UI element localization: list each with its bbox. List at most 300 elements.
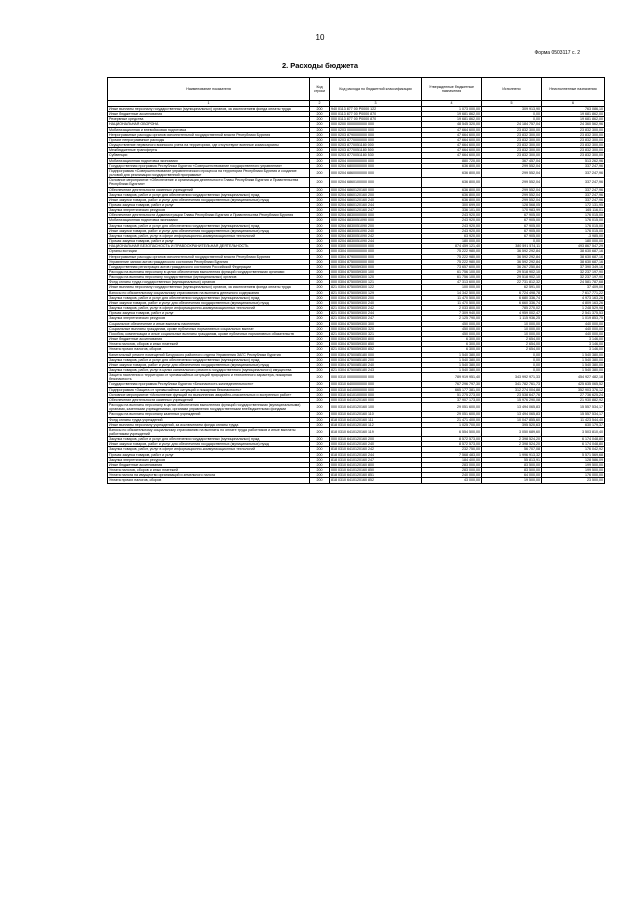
row-approved-cell: 1 073 000,00	[422, 107, 482, 112]
row-line-cell: 200	[310, 392, 330, 397]
row-executed-cell: 36 592 292,84	[482, 249, 542, 254]
row-name-cell: Обеспечение деятельности казенных учреждений	[108, 397, 310, 402]
row-line-cell: 200	[310, 422, 330, 427]
row-line-cell: 200	[310, 417, 330, 422]
row-approved-cell: 47 664 600,00	[422, 132, 482, 137]
row-executed-cell: 1 115 936,25	[482, 316, 542, 321]
header-approved: Утвержденные бюджетные назначения	[422, 78, 482, 101]
row-code-cell: 000 0304 8750059300 850	[330, 342, 422, 347]
row-line-cell: 200	[310, 218, 330, 223]
row-code-cell: 000 0310 6410120160 100	[330, 403, 422, 412]
row-remaining-cell: 176 015,00	[542, 223, 605, 228]
row-name-cell: Иные бюджетные ассигнования	[108, 462, 310, 467]
row-remaining-cell: 352 903 376,12	[542, 387, 605, 392]
row-code-cell: 000 0304 8750059300 000	[330, 264, 422, 269]
row-executed-cell: 0,00	[482, 362, 542, 367]
row-name-cell: Расходы на выплаты персоналу в целях обеспечения выполнения функций государственными (муниципальными) органами, казенными учреждениями, органами управления государственными внебюджетными фондами	[108, 403, 310, 412]
row-code-cell: 000 0204 8830051090 200	[330, 223, 422, 228]
row-line-cell: 200	[310, 468, 330, 473]
header-line-code: Код строки	[310, 78, 330, 101]
row-line-cell: 200	[310, 259, 330, 264]
row-code-cell: 821 0304 8750059300 247	[330, 316, 422, 321]
row-approved-cell: 75 222 980,00	[422, 254, 482, 259]
row-line-cell: 200	[310, 478, 330, 483]
row-remaining-cell: 3 503 810,40	[542, 427, 605, 436]
row-name-cell: Социальные выплаты гражданам, кроме публичных нормативных социальных выплат	[108, 326, 310, 331]
row-remaining-cell: 11 423 544,40	[542, 417, 605, 422]
row-code-cell: 000 0304 8750059300 320	[330, 326, 422, 331]
row-name-cell: Фонд оплаты труда учреждений	[108, 417, 310, 422]
row-remaining-cell: 440 000,00	[542, 321, 605, 326]
row-approved-cell: 7 309 940,00	[422, 311, 482, 316]
row-name-cell: Фонд оплаты труда государственных (муниципальных) органов	[108, 280, 310, 285]
row-remaining-cell: 21 930 882,92	[542, 397, 605, 402]
row-name-cell: Иные закупки товаров, работ и услуг для обеспечения государственных (муниципальных) нужд	[108, 228, 310, 233]
table-row	[108, 143, 605, 148]
row-code-cell: 000 0204 8830000000 000	[330, 213, 422, 218]
row-executed-cell: 10 000,00	[482, 321, 542, 326]
row-name-cell: Расходы на выплаты персоналу казенных учреждений	[108, 412, 310, 417]
index-cell: 6	[542, 101, 605, 107]
row-code-cell: 000 0304 8750059300 800	[330, 337, 422, 342]
row-remaining-cell: 337 247,96	[542, 168, 605, 177]
row-name-cell: Иные выплаты персоналу учреждений, за исключением фонда оплаты труда	[108, 422, 310, 427]
row-line-cell: 200	[310, 244, 330, 249]
row-name-cell: Закупка товаров, работ, услуг в сфере информационно-коммуникационных технологий	[108, 306, 310, 311]
row-executed-cell: 67 905,00	[482, 228, 542, 233]
row-line-cell: 200	[310, 107, 330, 112]
row-approved-cell: 665 177 381,00	[422, 387, 482, 392]
row-executed-cell: 299 552,04	[482, 192, 542, 197]
row-remaining-cell: -3 985,00	[542, 233, 605, 238]
row-name-cell: Прочая закупка товаров, работ и услуг	[108, 239, 310, 244]
table-row	[108, 178, 605, 187]
table-row	[108, 321, 605, 326]
row-executed-cell: 2 654,00	[482, 347, 542, 352]
row-name-cell: Уплата прочих налогов, сборов	[108, 347, 310, 352]
table-row	[108, 295, 605, 300]
row-approved-cell: 1 540 380,00	[422, 352, 482, 357]
row-approved-cell: 29 051 600,00	[422, 403, 482, 412]
row-approved-cell: 47 664 600,00	[422, 148, 482, 153]
row-remaining-cell: 23 832 300,00	[542, 127, 605, 132]
row-name-cell: Управление записи актов гражданского состояния Республики Бурятия	[108, 259, 310, 264]
row-remaining-cell: 454 927 482,18	[542, 373, 605, 382]
row-name-cell: Прочие непрограммные расходы	[108, 137, 310, 142]
table-row	[108, 373, 605, 382]
row-approved-cell: 19 681 862,00	[422, 117, 482, 122]
row-name-cell: Субвенции	[108, 153, 310, 158]
table-row	[108, 326, 605, 331]
row-name-cell: Прочая закупка товаров, работ и услуг	[108, 202, 310, 207]
row-line-cell: 200	[310, 447, 330, 452]
row-approved-cell: 450 000,00	[422, 326, 482, 331]
row-executed-cell: 3 050 689,60	[482, 427, 542, 436]
row-remaining-cell: 24 581 787,68	[542, 280, 605, 285]
row-code-cell: 821 0304 8750059300 244	[330, 311, 422, 316]
row-code-cell: 821 0304 8750085180 243	[330, 367, 422, 372]
table-row	[108, 290, 605, 295]
row-name-cell: Иные закупки товаров, работ и услуг для обеспечения государственных (муниципальных) нужд	[108, 362, 310, 367]
row-line-cell: 200	[310, 311, 330, 316]
row-approved-cell: 636 800,00	[422, 178, 482, 187]
header-remaining: Неисполненные назначения	[542, 78, 605, 101]
row-code-cell: 000 0113 877 00 P0000 870	[330, 112, 422, 117]
row-remaining-cell: 176 000,00	[542, 473, 605, 478]
row-executed-cell: 0,00	[482, 357, 542, 362]
row-line-cell: 200	[310, 202, 330, 207]
row-executed-cell: 10 000,00	[482, 326, 542, 331]
row-approved-cell: 11 470 500,00	[422, 295, 482, 300]
row-line-cell: 200	[310, 280, 330, 285]
row-approved-cell: 6 300,00	[422, 337, 482, 342]
row-remaining-cell: 3 146,00	[542, 342, 605, 347]
header-name: Наименование показателя	[108, 78, 310, 101]
row-line-cell: 200	[310, 473, 330, 478]
row-name-cell: НАЦИОНАЛЬНАЯ БЕЗОПАСНОСТЬ И ПРАВООХРАНИТЕЛЬНАЯ ДЕЯТЕЛЬНОСТЬ	[108, 244, 310, 249]
row-line-cell: 200	[310, 373, 330, 382]
index-cell: 2	[310, 101, 330, 107]
table-row	[108, 331, 605, 336]
row-remaining-cell: 27 736 625,24	[542, 392, 605, 397]
row-code-cell: 818 0310 6410120160 852	[330, 478, 422, 483]
row-line-cell: 200	[310, 239, 330, 244]
row-name-cell: Иные бюджетные ассигнования	[108, 112, 310, 117]
row-name-cell: Иные закупки товаров, работ и услуг для обеспечения государственных (муниципальных) нужд	[108, 197, 310, 202]
row-remaining-cell: 5 571 569,68	[542, 452, 605, 457]
row-name-cell: Подпрограмма «Защита от чрезвычайных ситуаций и пожарная безопасность»	[108, 387, 310, 392]
row-approved-cell: 450 000,00	[422, 331, 482, 336]
row-executed-cell: 13 494 065,83	[482, 403, 542, 412]
row-approved-cell: 232 750,00	[422, 447, 482, 452]
row-name-cell: Расходы на выплаты персоналу в целях обеспечения выполнения функций государственными органами	[108, 270, 310, 275]
row-remaining-cell: 1 540 380,00	[542, 357, 605, 362]
row-executed-cell: 2 654,00	[482, 342, 542, 347]
table-row	[108, 427, 605, 436]
row-code-cell: 000 0310 6410120160 000	[330, 397, 422, 402]
row-executed-cell: 23 538 647,76	[482, 392, 542, 397]
row-line-cell: 200	[310, 347, 330, 352]
row-line-cell: 200	[310, 452, 330, 457]
row-approved-cell: 47 664 600,00	[422, 137, 482, 142]
table-row	[108, 223, 605, 228]
row-remaining-cell: 7 617 771,22	[542, 290, 605, 295]
row-code-cell: 821 0304 8750059300 122	[330, 285, 422, 290]
row-code-cell: 000 0304 8750059300 200	[330, 295, 422, 300]
row-executed-cell: 299 552,04	[482, 187, 542, 192]
table-row	[108, 233, 605, 238]
row-remaining-cell: 176 042,92	[542, 447, 605, 452]
row-executed-cell: 36 592 292,84	[482, 254, 542, 259]
row-executed-cell: 23 832 300,00	[482, 137, 542, 142]
row-approved-cell: 43 000,00	[422, 478, 482, 483]
row-approved-cell: 73 657 600,00	[422, 264, 482, 269]
row-approved-cell: 636 800,00	[422, 163, 482, 168]
row-executed-cell: 24 184 757,04	[482, 122, 542, 127]
row-name-cell: Социальное обеспечение и иные выплаты населению	[108, 321, 310, 326]
table-header-row	[108, 78, 605, 101]
row-name-cell: Закупка товаров, работ, услуг в сфере информационно-коммуникационных технологий	[108, 233, 310, 238]
row-executed-cell: 128 568,05	[482, 202, 542, 207]
row-approved-cell: 48 545 320,00	[422, 122, 482, 127]
row-remaining-cell: 199 500,00	[542, 468, 605, 473]
row-code-cell: 818 0310 6410120160 247	[330, 457, 422, 462]
row-name-cell: Закупка энергетических ресурсов	[108, 316, 310, 321]
row-name-cell: Обеспечение деятельности казенных учреждений	[108, 187, 310, 192]
row-code-cell: 940 0113 877 00 P0000 122	[330, 107, 422, 112]
row-approved-cell: 450 000,00	[422, 321, 482, 326]
row-approved-cell: 100 000,00	[422, 285, 482, 290]
row-code-cell: 000 0304 8750059300 120	[330, 275, 422, 280]
row-name-cell: Капитальный ремонт помещений Бичурского районного отдела Управления ЗАГС Республики Бурятия	[108, 352, 310, 357]
row-executed-cell: 36 592 292,84	[482, 259, 542, 264]
row-executed-cell: 83 500,00	[482, 462, 542, 467]
row-name-cell: Уплата прочих налогов, сборов	[108, 478, 310, 483]
row-name-cell: Резервные средства	[108, 117, 310, 122]
table-row	[108, 228, 605, 233]
row-name-cell: Подпрограмма «Совершенствование управленческого процесса на территории Республики Бурятия и создание условий для реализации государственной программы»	[108, 168, 310, 177]
row-remaining-cell: 6 174 048,80	[542, 442, 605, 447]
row-executed-cell: 343 992 971,33	[482, 373, 542, 382]
row-name-cell: Защита населения и территории от чрезвычайных ситуаций природного и техногенного характера, пожарная безопасность	[108, 373, 310, 382]
row-name-cell: Закупка товаров, работ и услуг для обеспечения государственных (муниципальных) нужд	[108, 295, 310, 300]
row-code-cell: 000 0310 6410100000 000	[330, 392, 422, 397]
row-name-cell: Уплата налогов, сборов и иных платежей	[108, 342, 310, 347]
row-code-cell: 000 0204 8830051090 244	[330, 239, 422, 244]
row-line-cell: 200	[310, 403, 330, 412]
row-executed-cell: 10 047 855,60	[482, 417, 542, 422]
row-code-cell: 000 0300 0000000000 000	[330, 244, 422, 249]
row-executed-cell: 22 731 812,32	[482, 280, 542, 285]
row-line-cell: 200	[310, 233, 330, 238]
row-approved-cell: 767 296 797,30	[422, 382, 482, 387]
row-executed-cell: 29 518 902,10	[482, 275, 542, 280]
table-row	[108, 213, 605, 218]
row-name-cell: Прочая закупка товаров, работ и услуг	[108, 452, 310, 457]
row-name-cell: Пособия, компенсации и иные социальные выплаты гражданам, кроме публичных нормативных обязательств	[108, 331, 310, 336]
row-remaining-cell: 337 247,96	[542, 197, 605, 202]
table-row	[108, 442, 605, 447]
row-remaining-cell: 3 146,00	[542, 347, 605, 352]
row-name-cell: Закупка энергетических ресурсов	[108, 208, 310, 213]
row-approved-cell: 29 051 600,00	[422, 412, 482, 417]
row-remaining-cell: 1 540 380,00	[542, 352, 605, 357]
row-name-cell: Взносы по обязательному социальному страхованию на выплаты по оплате труда работников и иные выплаты работникам учреждений	[108, 427, 310, 436]
row-approved-cell: 75 222 980,00	[422, 259, 482, 264]
row-remaining-cell: 32 237 197,90	[542, 275, 605, 280]
row-line-cell: 200	[310, 362, 330, 367]
row-code-cell: 000 0204 8830051090 242	[330, 233, 422, 238]
row-line-cell: 200	[310, 213, 330, 218]
row-name-cell: Мобилизационная подготовка экономики	[108, 218, 310, 223]
row-approved-cell: 636 800,00	[422, 168, 482, 177]
table-row	[108, 107, 605, 112]
row-remaining-cell: 38 630 687,16	[542, 249, 605, 254]
table-row	[108, 285, 605, 290]
row-line-cell: 200	[310, 127, 330, 132]
row-approved-cell: 1 025 700,00	[422, 422, 482, 427]
row-approved-cell: 636 800,00	[422, 197, 482, 202]
row-line-cell: 200	[310, 326, 330, 331]
row-approved-cell: 243 920,00	[422, 228, 482, 233]
row-code-cell: 818 0310 6410120160 851	[330, 473, 422, 478]
row-approved-cell: 636 800,00	[422, 192, 482, 197]
form-code: Форма 0503117 с. 2	[534, 50, 580, 56]
row-code-cell: 000 0304 8750085180 240	[330, 362, 422, 367]
row-remaining-cell: 172 131,95	[542, 202, 605, 207]
table-row	[108, 270, 605, 275]
row-remaining-cell: 493 867 547,29	[542, 244, 605, 249]
row-executed-cell: 0,00	[482, 367, 542, 372]
row-line-cell: 200	[310, 300, 330, 305]
table-row	[108, 197, 605, 202]
row-line-cell: 200	[310, 387, 330, 392]
row-approved-cell: 21 471 400,00	[422, 417, 482, 422]
table-row	[108, 437, 605, 442]
row-executed-cell: 367 457,04	[482, 158, 542, 163]
table-row	[108, 412, 605, 417]
row-line-cell: 200	[310, 306, 330, 311]
row-approved-cell: 47 664 600,00	[422, 143, 482, 148]
row-executed-cell: 4 959 002,47	[482, 311, 542, 316]
row-line-cell: 200	[310, 122, 330, 127]
row-executed-cell: 785 270,02	[482, 306, 542, 311]
row-name-cell: Иные выплаты персоналу государственных (муниципальных) органов, за исключением фонда оплаты труда	[108, 285, 310, 290]
row-remaining-cell: 1 540 380,00	[542, 362, 605, 367]
row-executed-cell: 15 976 290,08	[482, 397, 542, 402]
row-code-cell: 000 0304 0000000000 000	[330, 249, 422, 254]
row-remaining-cell: 440 000,00	[542, 326, 605, 331]
row-code-cell: 000 0304 8790000000 000	[330, 254, 422, 259]
row-remaining-cell: 165 116,01	[542, 208, 605, 213]
row-approved-cell: 6 300,00	[422, 342, 482, 347]
row-code-cell: 000 0204 6860120160 000	[330, 187, 422, 192]
row-executed-cell: 67 905,00	[482, 223, 542, 228]
table-row	[108, 132, 605, 137]
row-approved-cell: 180 000,00	[422, 239, 482, 244]
row-name-cell: Межбюджетные трансферты	[108, 148, 310, 153]
row-approved-cell: 240 000,00	[422, 473, 482, 478]
row-approved-cell: 8 572 573,00	[422, 442, 482, 447]
table-row	[108, 192, 605, 197]
row-name-cell: Осуществление первичного воинского учета на территориях, где отсутствуют военные комиссариаты	[108, 143, 310, 148]
row-remaining-cell: 32 237 197,90	[542, 270, 605, 275]
row-approved-cell: 1 540 380,00	[422, 362, 482, 367]
table-row	[108, 254, 605, 259]
row-executed-cell: 29 518 902,10	[482, 270, 542, 275]
row-executed-cell: 6 680 336,74	[482, 295, 542, 300]
row-executed-cell: 299 552,04	[482, 197, 542, 202]
row-line-cell: 200	[310, 264, 330, 269]
row-approved-cell: 8 572 573,00	[422, 437, 482, 442]
row-remaining-cell: 4 973 163,26	[542, 295, 605, 300]
row-name-cell: Закупка товаров, работ и услуг для обеспечения государственных (муниципальных) нужд	[108, 223, 310, 228]
row-remaining-cell: 24 360 562,96	[542, 122, 605, 127]
index-cell: 1	[108, 101, 310, 107]
row-executed-cell: 380 591 574,11	[482, 244, 542, 249]
row-code-cell: 000 0204 8830051090 000	[330, 218, 422, 223]
row-line-cell: 200	[310, 427, 330, 436]
row-remaining-cell: 337 247,96	[542, 178, 605, 187]
section-title: 2. Расходы бюджета	[281, 61, 359, 70]
row-line-cell: 200	[310, 143, 330, 148]
row-remaining-cell: 37 390 349,16	[542, 264, 605, 269]
row-name-cell: Иные выплаты персоналу государственных (муниципальных) органов, за исключением фонда оплаты труда	[108, 107, 310, 112]
row-line-cell: 200	[310, 112, 330, 117]
row-approved-cell: 636 800,00	[422, 187, 482, 192]
row-approved-cell: 283 000,00	[422, 468, 482, 473]
row-line-cell: 200	[310, 158, 330, 163]
row-line-cell: 200	[310, 442, 330, 447]
row-remaining-cell: 337 247,96	[542, 163, 605, 168]
row-line-cell: 200	[310, 249, 330, 254]
row-executed-cell: 0,00	[482, 112, 542, 117]
row-code-cell: 000 0204 6800000000 000	[330, 163, 422, 168]
row-line-cell: 200	[310, 275, 330, 280]
table-row	[108, 422, 605, 427]
row-code-cell: 000 0204 6860100000 000	[330, 178, 422, 187]
row-code-cell: 000 0304 8750059300 240	[330, 300, 422, 305]
table-row	[108, 275, 605, 280]
row-line-cell: 200	[310, 331, 330, 336]
row-code-cell: 818 0310 6410120160 119	[330, 427, 422, 436]
row-line-cell: 200	[310, 117, 330, 122]
row-code-cell: 000 0310 6410120160 800	[330, 462, 422, 467]
row-code-cell: 000 0200 0000000000 000	[330, 122, 422, 127]
row-name-cell: Закупка товаров, работ и услуг для обеспечения государственных (муниципальных) нужд	[108, 357, 310, 362]
row-approved-cell: 243 920,00	[422, 213, 482, 218]
row-remaining-cell: 128 586,09	[542, 457, 605, 462]
row-line-cell: 200	[310, 321, 330, 326]
row-code-cell: 000 0304 8750000000 000	[330, 259, 422, 264]
row-line-cell: 200	[310, 153, 330, 158]
row-approved-cell: 19 681 862,00	[422, 112, 482, 117]
table-row	[108, 187, 605, 192]
row-remaining-cell: 23 832 300,00	[542, 132, 605, 137]
row-executed-cell: 2 398 524,20	[482, 442, 542, 447]
row-code-cell: 000 0310 6410120160 200	[330, 437, 422, 442]
table-row	[108, 382, 605, 387]
table-row	[108, 447, 605, 452]
row-remaining-cell: 19 681 862,00	[542, 112, 605, 117]
row-line-cell: 200	[310, 192, 330, 197]
row-approved-cell: 1 540 380,00	[422, 357, 482, 362]
row-line-cell: 200	[310, 197, 330, 202]
table-row	[108, 403, 605, 412]
row-remaining-cell: 23 832 300,00	[542, 137, 605, 142]
row-remaining-cell: 38 630 687,16	[542, 259, 605, 264]
row-remaining-cell: 23 832 300,00	[542, 143, 605, 148]
row-name-cell: Иные закупки товаров, работ и услуг для обеспечения государственных (муниципальных) нужд	[108, 300, 310, 305]
row-line-cell: 200	[310, 228, 330, 233]
row-approved-cell: 243 920,00	[422, 223, 482, 228]
index-cell: 5	[482, 101, 542, 107]
row-name-cell: Непрограммные расходы органов исполнительной государственной власти Республики Бурятия	[108, 254, 310, 259]
row-code-cell: 821 0304 8750059300 129	[330, 290, 422, 295]
row-name-cell: Иные закупки товаров, работ и услуг для обеспечения государственных (муниципальных) нужд	[108, 442, 310, 447]
row-executed-cell: 2 654,00	[482, 337, 542, 342]
row-approved-cell: 47 313 600,00	[422, 280, 482, 285]
index-cell: 3	[330, 101, 422, 107]
table-row	[108, 280, 605, 285]
row-approved-cell: 283 000,00	[422, 462, 482, 467]
row-executed-cell: 67 905,00	[482, 213, 542, 218]
row-remaining-cell: 2 541 375,53	[542, 311, 605, 316]
row-name-cell: Основное мероприятие «Исполнение функций по выполнению аварийно-спасательных и экстренных работ»	[108, 392, 310, 397]
row-remaining-cell: 425 635 065,52	[542, 382, 605, 387]
row-code-cell: 818 0310 6410120160 242	[330, 447, 422, 452]
row-executed-cell: 0,00	[482, 352, 542, 357]
